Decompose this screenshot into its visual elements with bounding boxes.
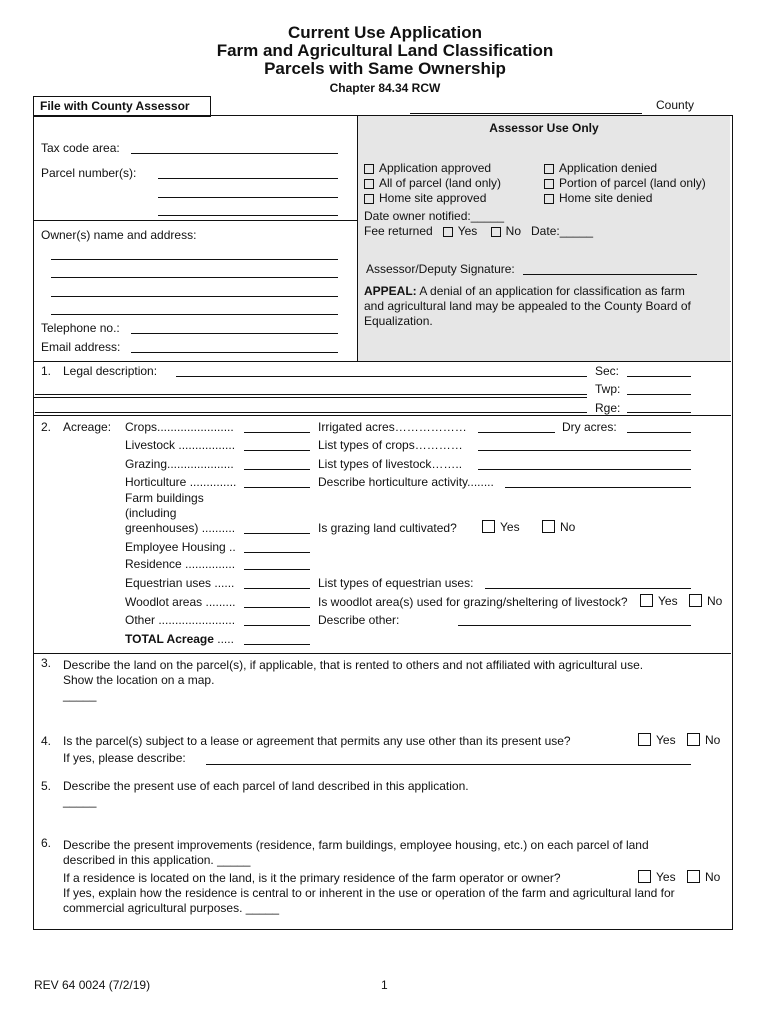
divider xyxy=(33,653,731,654)
twp-label: Twp: xyxy=(595,382,621,396)
dry-acres-label: Dry acres: xyxy=(562,420,617,434)
file-with-box xyxy=(33,96,211,117)
question-4-text: Is the parcel(s) subject to a lease or agreement that permits any use other than its present use? xyxy=(63,734,571,748)
types-equestrian-input[interactable] xyxy=(485,588,691,589)
divider xyxy=(33,220,357,221)
describe-other-label: Describe other: xyxy=(318,613,400,627)
checkbox-icon[interactable] xyxy=(364,164,374,174)
page-number: 1 xyxy=(381,978,388,992)
all-parcel-option[interactable]: All of parcel (land only) xyxy=(364,176,501,190)
grazing-question: Is grazing land cultivated? xyxy=(318,521,457,535)
section-number: 3. xyxy=(41,656,52,670)
parcel-input[interactable] xyxy=(158,215,338,216)
assessor-title: Assessor Use Only xyxy=(489,121,599,135)
portion-parcel-option[interactable]: Portion of parcel (land only) xyxy=(544,176,706,190)
other-label: Other ....................... xyxy=(125,613,236,627)
grazing-label: Grazing.................... xyxy=(125,457,234,471)
woodlot-input[interactable] xyxy=(244,607,310,608)
crops-input[interactable] xyxy=(244,432,310,433)
parcel-input[interactable] xyxy=(158,197,338,198)
form-title: Current Use Application xyxy=(288,23,482,42)
question-3-blank[interactable]: _____ xyxy=(63,688,97,702)
checkbox-icon[interactable] xyxy=(544,179,554,189)
chapter-label: Chapter 84.34 RCW xyxy=(329,81,441,95)
grazing-yes-option[interactable]: Yes xyxy=(482,520,520,534)
checkbox-icon[interactable] xyxy=(364,179,374,189)
fee-returned-row: Fee returned Yes No Date:_____ xyxy=(364,224,594,238)
checkbox-icon[interactable] xyxy=(364,194,374,204)
checkbox-icon[interactable] xyxy=(687,733,700,746)
irrigated-input[interactable] xyxy=(478,432,555,433)
telephone-label: Telephone no.: xyxy=(41,321,120,335)
section-number: 1. xyxy=(41,364,52,378)
owner-input[interactable] xyxy=(51,314,338,315)
section-number: 5. xyxy=(41,779,52,793)
checkbox-icon[interactable] xyxy=(640,594,653,607)
lease-describe-input[interactable] xyxy=(206,764,691,765)
woodlot-no-option[interactable]: No xyxy=(689,594,722,608)
question-6-text: described in this application. _____ xyxy=(63,853,251,867)
date-notified-label: Date owner notified:_____ xyxy=(364,209,505,223)
checkbox-icon[interactable] xyxy=(544,194,554,204)
types-crops-input[interactable] xyxy=(478,450,691,451)
signature-input[interactable] xyxy=(523,274,697,275)
other-input[interactable] xyxy=(244,625,310,626)
county-field[interactable] xyxy=(410,113,642,114)
farm-buildings-label: Farm buildings xyxy=(125,491,204,505)
checkbox-icon[interactable] xyxy=(443,227,453,237)
residence-label: Residence ............... xyxy=(125,557,236,571)
appeal-text: Equalization. xyxy=(364,314,433,328)
divider xyxy=(33,361,731,362)
employee-housing-label: Employee Housing .. xyxy=(125,540,236,554)
types-livestock-label: List types of livestock…….. xyxy=(318,457,463,471)
application-denied-option[interactable]: Application denied xyxy=(544,161,657,175)
file-with-label: File with County Assessor xyxy=(40,99,190,113)
checkbox-icon[interactable] xyxy=(638,733,651,746)
form-id: REV 64 0024 (7/2/19) xyxy=(34,978,151,992)
farm-buildings-label: greenhouses) .......... xyxy=(125,521,236,535)
legal-description-input[interactable] xyxy=(35,394,587,395)
woodlot-question: Is woodlot area(s) used for grazing/sheltering of livestock? xyxy=(318,595,628,609)
email-input[interactable] xyxy=(131,352,338,353)
grazing-no-option[interactable]: No xyxy=(542,520,575,534)
farm-buildings-input[interactable] xyxy=(244,533,310,534)
rge-input[interactable] xyxy=(627,412,691,413)
total-acreage-input[interactable] xyxy=(244,644,310,645)
residence-yes-option[interactable]: Yes xyxy=(638,870,676,884)
home-site-approved-option[interactable]: Home site approved xyxy=(364,191,486,205)
question-5-blank[interactable]: _____ xyxy=(63,794,97,808)
types-livestock-input[interactable] xyxy=(478,469,691,470)
owner-label: Owner(s) name and address: xyxy=(41,228,197,242)
question-5-text: Describe the present use of each parcel of land described in this application. xyxy=(63,779,469,793)
tax-code-input[interactable] xyxy=(131,153,338,154)
form-subtitle-2: Parcels with Same Ownership xyxy=(264,59,506,78)
owner-input[interactable] xyxy=(51,296,338,297)
rge-label: Rge: xyxy=(595,401,621,415)
residence-input[interactable] xyxy=(244,569,310,570)
dry-acres-input[interactable] xyxy=(627,432,691,433)
describe-other-input[interactable] xyxy=(458,625,691,626)
question-6-text: commercial agricultural purposes. _____ xyxy=(63,901,280,915)
horticulture-input[interactable] xyxy=(244,487,310,488)
divider xyxy=(33,415,731,416)
acreage-label: Acreage: xyxy=(63,420,112,434)
lease-no-option[interactable]: No xyxy=(687,733,720,747)
checkbox-icon[interactable] xyxy=(687,870,700,883)
appeal-text: APPEAL: A denial of an application for classification as farm xyxy=(364,284,685,298)
crops-label: Crops....................... xyxy=(125,420,234,434)
question-6-text: If a residence is located on the land, is it the primary residence of the farm operator or owner? xyxy=(63,871,561,885)
owner-input[interactable] xyxy=(51,277,338,278)
question-3-text: Show the location on a map. xyxy=(63,673,215,687)
signature-label: Assessor/Deputy Signature: xyxy=(366,262,515,276)
question-6-text: Describe the present improvements (residence, farm buildings, employee housing, etc.) on each parcel of land xyxy=(63,838,649,852)
checkbox-icon[interactable] xyxy=(689,594,702,607)
employee-housing-input[interactable] xyxy=(244,552,310,553)
question-4-text: If yes, please describe: xyxy=(63,751,186,765)
question-3-text: Describe the land on the parcel(s), if applicable, that is rented to others and not affiliated with agricultural use. xyxy=(63,658,644,672)
woodlot-label: Woodlot areas ......... xyxy=(125,595,236,609)
types-crops-label: List types of crops………… xyxy=(318,438,463,452)
question-6-text: If yes, explain how the residence is central to or inherent in the use or operation of the farm and agricultural land for xyxy=(63,886,675,900)
county-label: County xyxy=(656,98,695,112)
lease-yes-option[interactable]: Yes xyxy=(638,733,676,747)
form-subtitle: Farm and Agricultural Land Classification xyxy=(216,41,554,60)
equestrian-input[interactable] xyxy=(244,588,310,589)
owner-input[interactable] xyxy=(51,259,338,260)
types-equestrian-label: List types of equestrian uses: xyxy=(318,576,474,590)
residence-no-option[interactable]: No xyxy=(687,870,720,884)
checkbox-icon[interactable] xyxy=(542,520,555,533)
checkbox-icon[interactable] xyxy=(491,227,501,237)
checkbox-icon[interactable] xyxy=(482,520,495,533)
horticulture-activity-input[interactable] xyxy=(505,487,691,488)
section-number: 6. xyxy=(41,836,52,850)
appeal-text: and agricultural land may be appealed to the County Board of xyxy=(364,299,691,313)
application-approved-option[interactable]: Application approved xyxy=(364,161,491,175)
woodlot-yes-option[interactable]: Yes xyxy=(640,594,678,608)
horticulture-label: Horticulture .............. xyxy=(125,475,237,489)
grazing-input[interactable] xyxy=(244,469,310,470)
equestrian-label: Equestrian uses ...... xyxy=(125,576,235,590)
irrigated-label: Irrigated acres……………… xyxy=(318,420,467,434)
total-acreage-label: TOTAL Acreage ..... xyxy=(125,632,234,646)
legal-description-input[interactable] xyxy=(176,376,587,377)
checkbox-icon[interactable] xyxy=(544,164,554,174)
horticulture-activity-label: Describe horticulture activity........ xyxy=(318,475,494,489)
sec-label: Sec: xyxy=(595,364,620,378)
section-number: 2. xyxy=(41,420,52,434)
section-number: 4. xyxy=(41,734,52,748)
home-site-denied-option[interactable]: Home site denied xyxy=(544,191,652,205)
checkbox-icon[interactable] xyxy=(638,870,651,883)
livestock-input[interactable] xyxy=(244,450,310,451)
legal-description-label: Legal description: xyxy=(63,364,158,378)
divider xyxy=(33,397,587,398)
legal-description-input[interactable] xyxy=(35,412,587,413)
parcel-input[interactable] xyxy=(158,178,338,179)
twp-input[interactable] xyxy=(627,394,691,395)
sec-input[interactable] xyxy=(627,376,691,377)
email-label: Email address: xyxy=(41,340,121,354)
farm-buildings-label: (including xyxy=(125,506,177,520)
parcel-label: Parcel number(s): xyxy=(41,166,137,180)
telephone-input[interactable] xyxy=(131,333,338,334)
livestock-label: Livestock ................. xyxy=(125,438,236,452)
tax-code-label: Tax code area: xyxy=(41,141,120,155)
